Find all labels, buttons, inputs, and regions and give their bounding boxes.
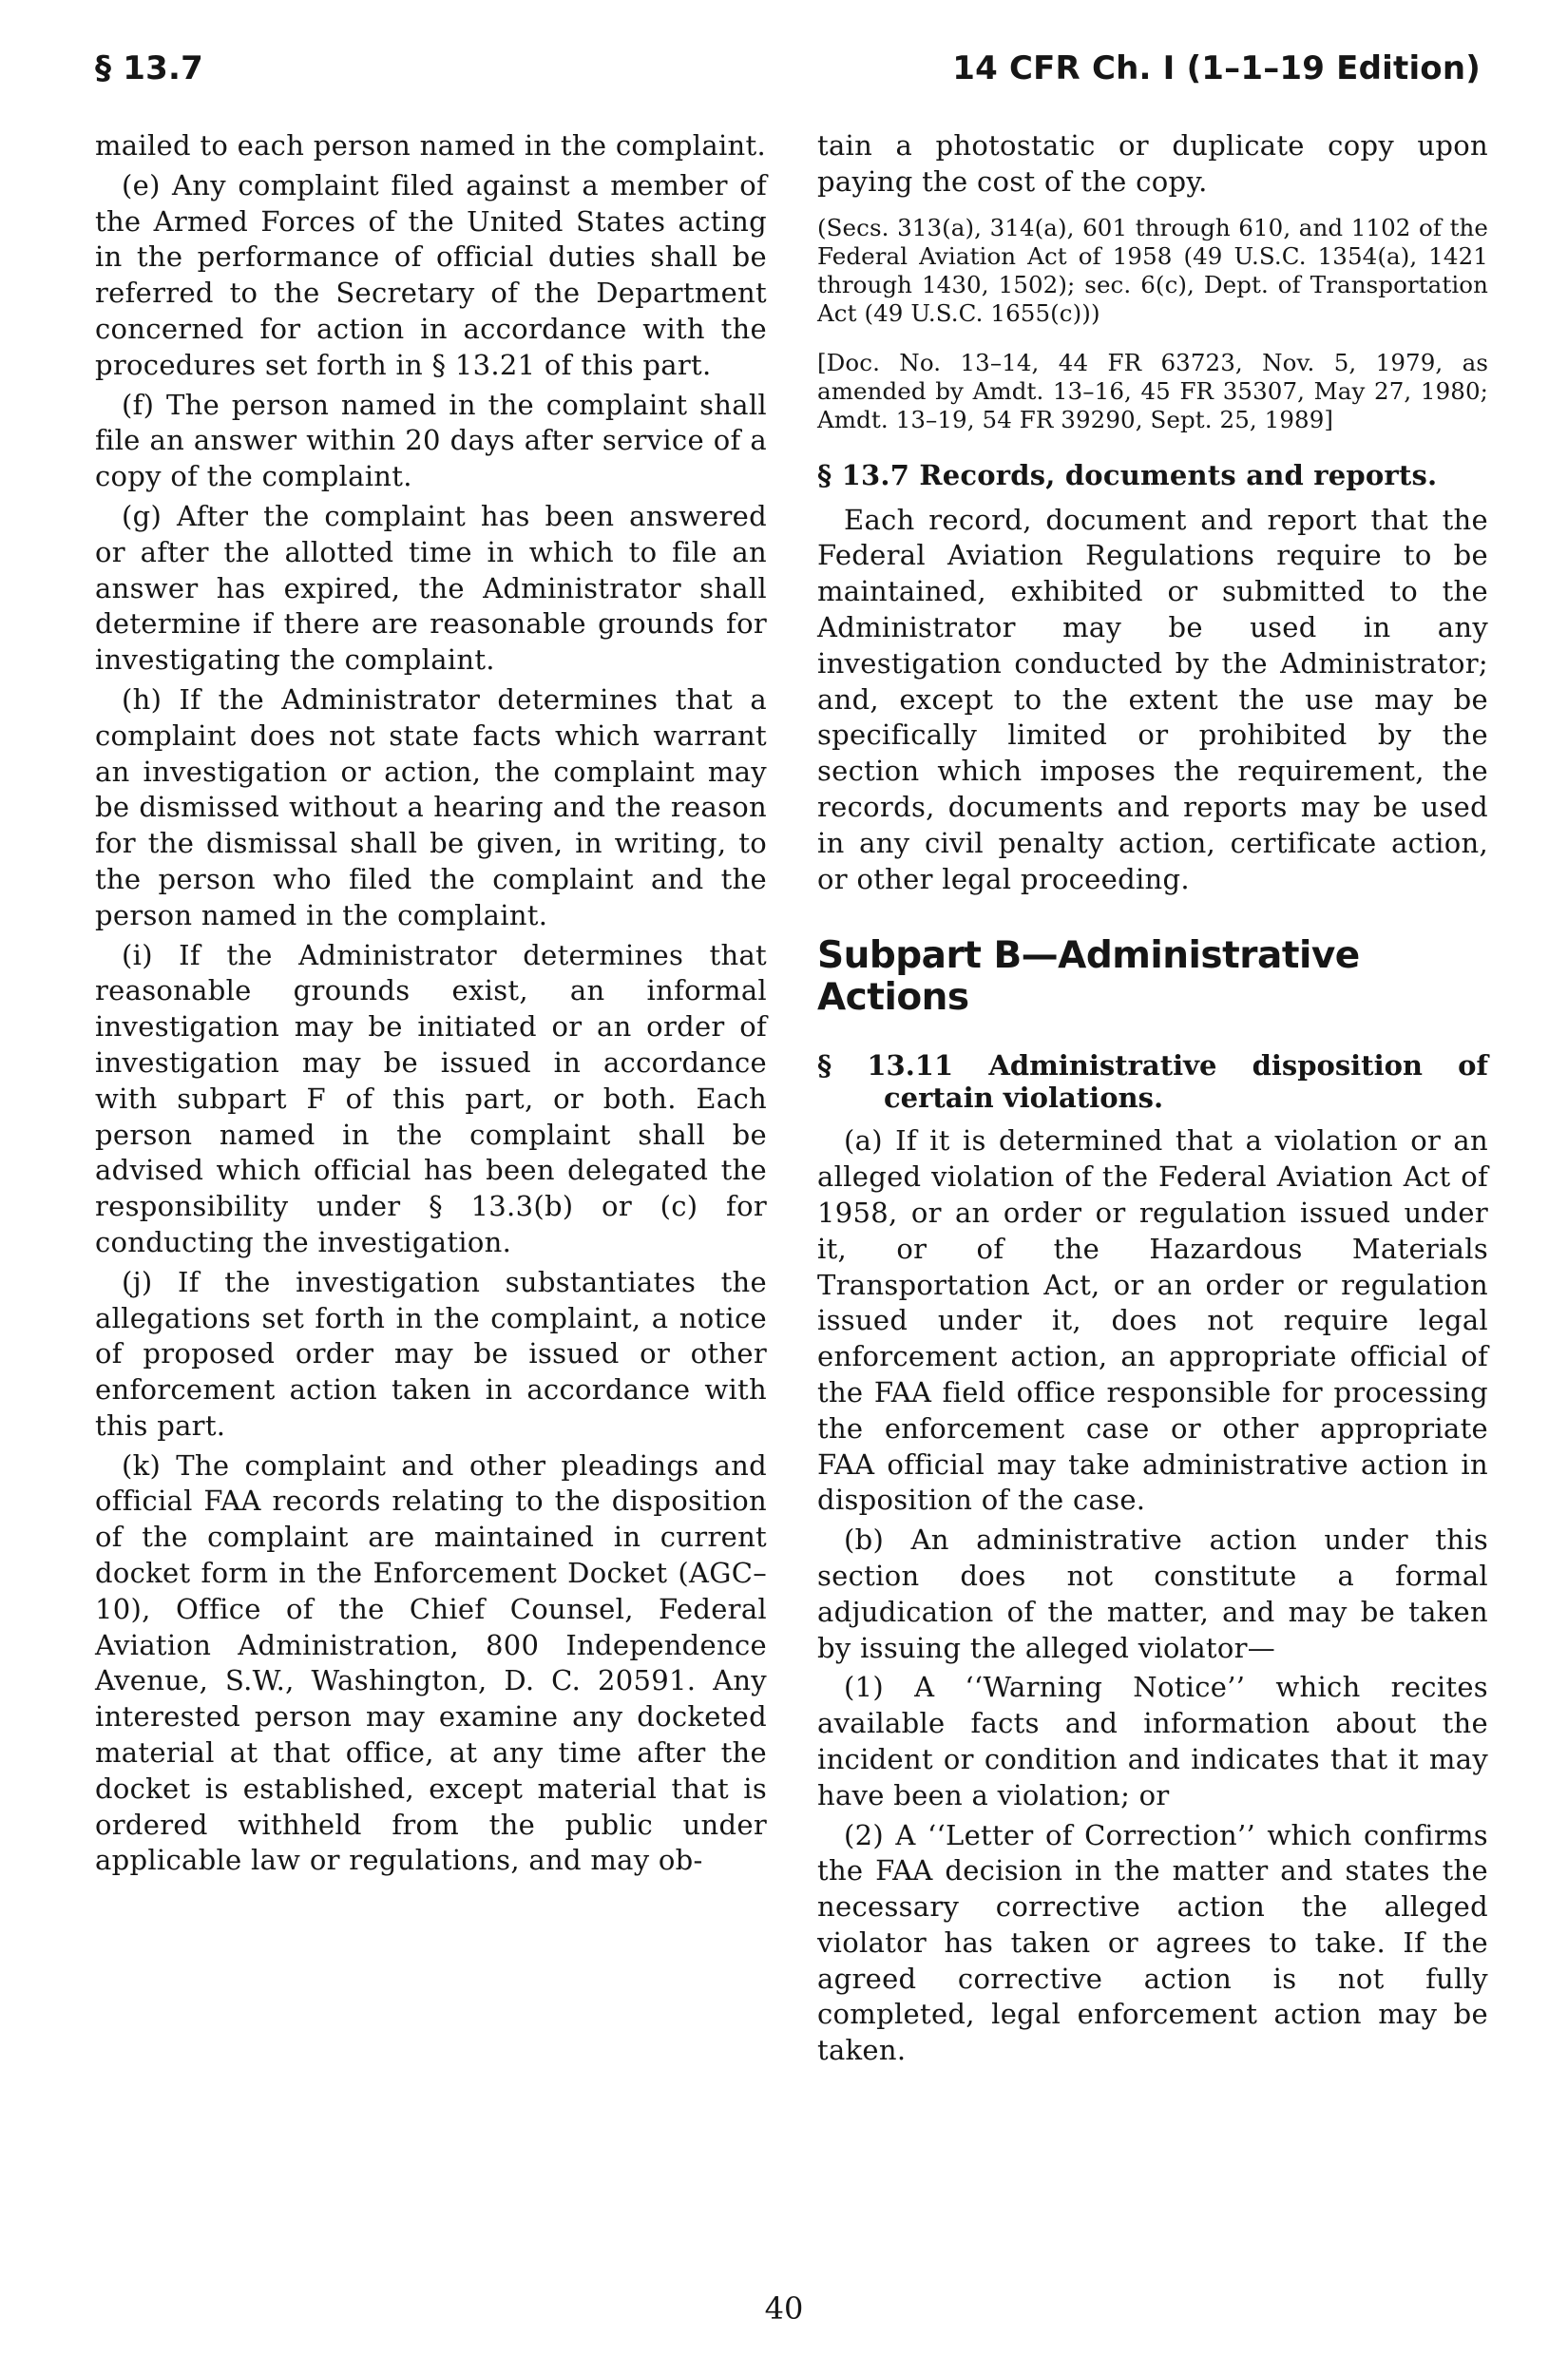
- section-13-11-heading: § 13.11 Administrative disposition of certain violations.: [817, 1049, 1488, 1115]
- paragraph-f: (f) The person named in the complaint shall file an answer within 20 days after service of a copy of the complaint.: [95, 388, 767, 493]
- section-13-7-heading: § 13.7 Records, documents and reports.: [817, 458, 1438, 491]
- paragraph-13-11-a: (a) If it is determined that a violation or an alleged violation of the Federal Aviation Act of 1958, or an order or regulation issued under it, or of the Hazardous Materials Transportation Act, or an order or regulation issued under it, does not require legal enforcement action, an appropriate official of the FAA field office responsible for processing the enforcement case or other appropriate FAA official may take administrative action in disposition of the case.: [817, 1124, 1488, 1517]
- paragraph-g: (g) After the complaint has been answered or after the allotted time in which to file an answer has expired, the Administrator shall determine if there are reasonable grounds for investigating the complaint.: [95, 499, 767, 677]
- authority-citation: (Secs. 313(a), 314(a), 601 through 610, and 1102 of the Federal Aviation Act of 1958 (49 U.S.C. 1354(a), 1421 through 1430, 1502); sec. 6(c), Dept. of Transportation Act (49 U.S.C. 1655(c))): [817, 213, 1488, 327]
- source-citation: [Doc. No. 13–14, 44 FR 63723, Nov. 5, 1979, as amended by Amdt. 13–16, 45 FR 35307, May 27, 1980; Amdt. 13–19, 54 FR 39290, Sept. 25, 1989]: [817, 348, 1488, 433]
- paragraph-13-11-b-2: (2) A ‘‘Letter of Correction’’ which confirms the FAA decision in the matter and states the necessary corrective action the alleged violator has taken or agrees to take. If the agreed corrective action is not fully completed, legal enforcement action may be taken.: [817, 1818, 1488, 2067]
- paragraph-j: (j) If the investigation substantiates the allegations set forth in the complaint, a notice of proposed order may be issued or other enforcement action taken in accordance with this part.: [95, 1265, 767, 1442]
- right-column: [817, 128, 1488, 2069]
- page-number: 40: [764, 2290, 804, 2327]
- section-13-7-text: Each record, document and report that the Federal Aviation Regulations require to be maintained, exhibited or submitted to the Administrator may be used in any investigation conducted by the Administrator; and, except to the extent the use may be specifically limited or prohibited by the section which imposes the requirement, the records, documents and reports may be used in any civil penalty action, certificate action, or other legal proceeding.: [817, 503, 1488, 895]
- paragraph-h: (h) If the Administrator determines that a complaint does not state facts which warrant an investigation or action, the complaint may be dismissed without a hearing and the reason for the dismissal shall be given, in writing, to the person who filed the complaint and the person named in the complaint.: [95, 682, 767, 931]
- paragraph-13-11-b-1: (1) A ‘‘Warning Notice’’ which recites available facts and information about the incident or condition and indicates that it may have been a violation; or: [817, 1671, 1488, 1811]
- running-head-edition: 14 CFR Ch. I (1–1–19 Edition): [952, 49, 1481, 87]
- left-column: [95, 128, 767, 1879]
- subpart-heading: Subpart B—Administrative Actions: [817, 934, 1360, 1020]
- paragraph-k: (k) The complaint and other pleadings and official FAA records relating to the disposition of the complaint are maintained in current docket form in the Enforcement Docket (AGC–10), Office of the Chief Counsel, Federal Aviation Administration, 800 Independence Avenue, S.W., Washington, D. C. 20591. Any interested person may examine any docketed material at that office, at any time after the docket is established, except material that is ordered withheld from the public under applicable law or regulations, and may ob-: [95, 1448, 767, 1877]
- paragraph-continuation: mailed to each person named in the complaint.: [95, 129, 766, 162]
- running-head-section: § 13.7: [95, 49, 203, 87]
- paragraph-e: (e) Any complaint filed against a member of the Armed Forces of the United States acting in the performance of official duties shall be referred to the Secretary of the Department concerned for action in accordance with the procedures set forth in § 13.21 of this part.: [95, 168, 767, 381]
- paragraph-continuation-right: tain a photostatic or duplicate copy upon paying the cost of the copy.: [817, 129, 1488, 198]
- paragraph-i: (i) If the Administrator determines that reasonable grounds exist, an informal investigation may be initiated or an order of investigation may be issued in accordance with subpart F of this part, or both. Each person named in the complaint shall be advised which official has been delegated the responsibility under § 13.3(b) or (c) for conducting the investigation.: [95, 938, 767, 1258]
- paragraph-13-11-b: (b) An administrative action under this section does not constitute a formal adjudication of the matter, and may be taken by issuing the alleged violator—: [817, 1523, 1488, 1664]
